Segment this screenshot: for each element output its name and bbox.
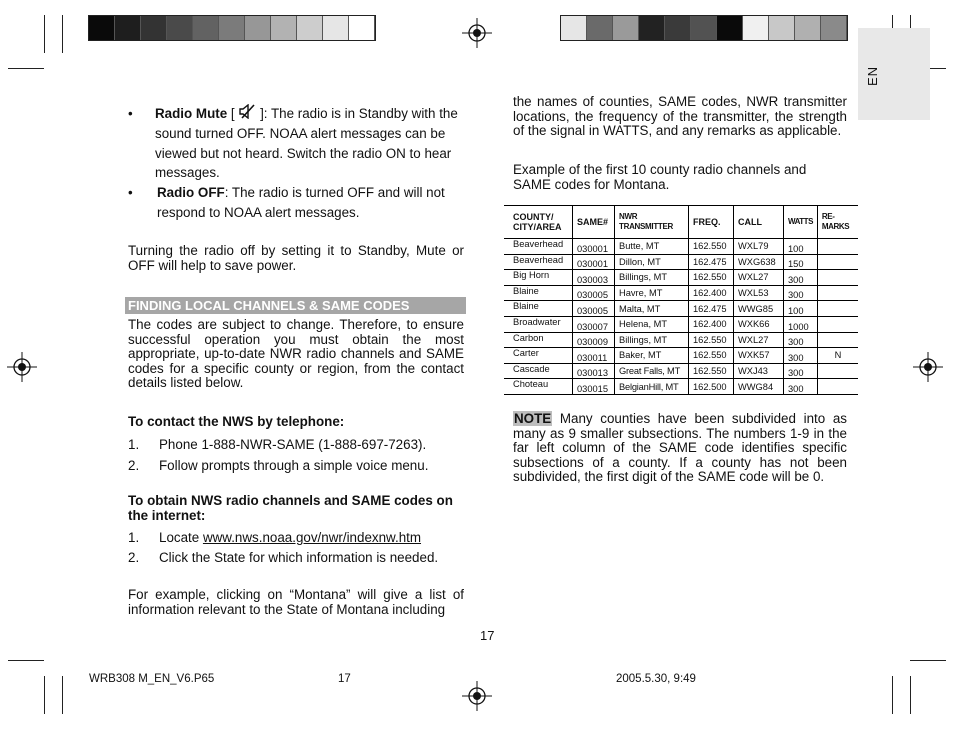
table-row <box>504 254 858 270</box>
table-cell-freq: 162.400 <box>689 316 734 332</box>
bullet-radio-off <box>128 183 468 223</box>
color-bar-left <box>88 15 376 41</box>
color-swatch <box>769 16 795 40</box>
registration-mark-icon <box>462 18 492 48</box>
table-header-row <box>504 206 858 239</box>
list-item: 2. Click the State for which information is needed. <box>128 550 439 565</box>
table-cell-remarks <box>817 254 858 270</box>
table-cell-freq: 162.400 <box>689 285 734 301</box>
footer-page: 17 <box>338 673 351 685</box>
color-swatch <box>297 16 323 40</box>
color-swatch <box>587 16 613 40</box>
example-paragraph: For example, clicking on “Montana” will give a list of information relevant to the State of Montana including <box>128 587 464 617</box>
registration-mark-icon <box>7 352 37 382</box>
internet-steps <box>128 528 464 568</box>
col-header-freq: FREQ. <box>689 206 734 239</box>
table-cell-county: Beaverhead <box>504 254 573 270</box>
nws-website-link[interactable]: www.nws.noaa.gov/nwr/indexnw.htm <box>202 530 422 545</box>
table-cell-watts: 1000 <box>784 316 818 332</box>
note-label: NOTE <box>514 411 552 426</box>
color-swatch <box>613 16 639 40</box>
color-swatch <box>821 16 847 40</box>
color-swatch <box>89 16 115 40</box>
list-item: 1. Phone 1-888-NWR-SAME (1-888-697-7263). <box>128 437 427 452</box>
col-header-call: CALL <box>734 206 784 239</box>
table-cell-transmitter: Butte, MT <box>615 239 689 255</box>
note-paragraph <box>513 412 847 485</box>
color-swatch <box>349 16 375 40</box>
table-row <box>504 332 858 348</box>
color-swatch <box>561 16 587 40</box>
color-swatch <box>167 16 193 40</box>
table-cell-same: 030013 <box>573 363 615 379</box>
table-cell-watts: 300 <box>784 379 818 395</box>
table-cell-remarks <box>817 270 858 286</box>
table-cell-watts: 100 <box>784 301 818 317</box>
page-number: 17 <box>480 628 495 643</box>
table-row <box>504 363 858 379</box>
color-swatch <box>717 16 743 40</box>
table-cell-call: WWG84 <box>734 379 784 395</box>
table-cell-transmitter: Havre, MT <box>615 285 689 301</box>
table-cell-call: WXG638 <box>734 254 784 270</box>
table-cell-call: WXL27 <box>734 332 784 348</box>
table-cell-freq: 162.550 <box>689 270 734 286</box>
color-bar-right <box>560 15 848 41</box>
table-row <box>504 316 858 332</box>
color-swatch <box>271 16 297 40</box>
bullet-text: ]: The radio is in Standby with the sound turned OFF. NOAA alert messages can be viewed but not heard. Switch the radio ON to hear messages. <box>155 106 458 181</box>
bullet-marker: • <box>128 106 133 121</box>
bullet-marker: • <box>128 185 133 200</box>
table-cell-county: Beaverhead <box>504 239 573 255</box>
table-cell-county: Broadwater <box>504 316 573 332</box>
table-cell-same: 030007 <box>573 316 615 332</box>
list-item: 2. Follow prompts through a simple voice menu. <box>128 457 429 473</box>
table-row <box>504 379 858 395</box>
table-cell-freq: 162.550 <box>689 348 734 364</box>
col-header-watts: WATTS <box>784 206 818 239</box>
table-cell-county: Blaine <box>504 285 573 301</box>
color-swatch <box>141 16 167 40</box>
col-header-remarks: RE- MARKS <box>817 206 858 239</box>
table-cell-freq: 162.475 <box>689 301 734 317</box>
table-row <box>504 348 858 364</box>
bullet-radio-mute <box>128 104 468 183</box>
table-cell-transmitter: Helena, MT <box>615 316 689 332</box>
note-text: Many counties have been subdivided into as many as 9 smaller subsections. The numbers 1-9 in the far left column of the SAME code identifies specific subsections of a county. If a county has not been subdivided, the first digit of the SAME code will be 0. <box>513 411 847 485</box>
table-cell-county: Carbon <box>504 332 573 348</box>
table-cell-same: 030015 <box>573 379 615 395</box>
bullet-text: : The radio is turned OFF and will not respond to NOAA alert messages. <box>157 185 445 220</box>
channel-table <box>504 205 858 395</box>
table-cell-county: Choteau <box>504 379 573 395</box>
col-header-county: COUNTY/ CITY/AREA <box>504 206 573 239</box>
bullet-label: Radio Mute <box>155 106 228 121</box>
table-cell-county: Carter <box>504 348 573 364</box>
table-cell-same: 030001 <box>573 254 615 270</box>
table-cell-same: 030011 <box>573 348 615 364</box>
table-cell-county: Blaine <box>504 301 573 317</box>
color-swatch <box>639 16 665 40</box>
list-item: 1. Locate www.nws.noaa.gov/nwr/indexnw.htm <box>128 530 422 545</box>
table-cell-transmitter: Great Falls, MT <box>615 363 689 379</box>
bullet-bracket-open: [ <box>227 106 239 121</box>
phone-heading: To contact the NWS by telephone: <box>128 414 345 429</box>
table-cell-transmitter: BelgianHill, MT <box>615 379 689 395</box>
table-cell-watts: 300 <box>784 348 818 364</box>
table-cell-remarks <box>817 332 858 348</box>
bullet-label: Radio OFF <box>157 185 225 200</box>
speaker-mute-icon <box>238 104 256 119</box>
table-cell-call: WXL53 <box>734 285 784 301</box>
table-cell-call: WXK57 <box>734 348 784 364</box>
table-cell-call: WXJ43 <box>734 363 784 379</box>
table-row <box>504 239 858 255</box>
color-swatch <box>219 16 245 40</box>
table-cell-remarks <box>817 316 858 332</box>
table-cell-freq: 162.500 <box>689 379 734 395</box>
color-swatch <box>665 16 691 40</box>
table-cell-watts: 300 <box>784 363 818 379</box>
table-cell-watts: 300 <box>784 332 818 348</box>
col-header-same: SAME# <box>573 206 615 239</box>
codes-paragraph: The codes are subject to change. Therefore, to ensure successful operation you must obtain the most appropriate, up-to-date NWR radio channels and SAME codes for a specific county or region, from the contact details listed below. <box>128 317 464 391</box>
table-cell-remarks <box>817 379 858 395</box>
table-cell-county: Cascade <box>504 363 573 379</box>
color-swatch <box>743 16 769 40</box>
table-intro-paragraph: Example of the first 10 county radio channels and SAME codes for Montana. <box>513 162 807 192</box>
table-cell-transmitter: Malta, MT <box>615 301 689 317</box>
table-cell-same: 030003 <box>573 270 615 286</box>
table-cell-remarks <box>817 239 858 255</box>
col-header-transmitter: NWR TRANSMITTER <box>615 206 689 239</box>
table-cell-call: WXL79 <box>734 239 784 255</box>
color-swatch <box>245 16 271 40</box>
table-cell-watts: 100 <box>784 239 818 255</box>
table-cell-freq: 162.550 <box>689 332 734 348</box>
continued-paragraph: the names of counties, SAME codes, NWR transmitter locations, the frequency of the transmitter, the strength of the signal in WATTS, and any remarks as applicable. <box>513 94 847 139</box>
table-cell-same: 030009 <box>573 332 615 348</box>
turn-off-paragraph: Turning the radio off by setting it to Standby, Mute or OFF will help to save power. <box>128 243 464 273</box>
table-cell-watts: 150 <box>784 254 818 270</box>
section-heading: FINDING LOCAL CHANNELS & SAME CODES <box>125 297 466 314</box>
table-cell-remarks: N <box>817 348 858 364</box>
table-cell-same: 030005 <box>573 301 615 317</box>
table-cell-call: WWG85 <box>734 301 784 317</box>
language-tab-label: EN <box>865 65 880 86</box>
table-row <box>504 285 858 301</box>
color-swatch <box>795 16 821 40</box>
table-row <box>504 270 858 286</box>
color-swatch <box>691 16 717 40</box>
table-cell-call: WXL27 <box>734 270 784 286</box>
table-cell-transmitter: Dillon, MT <box>615 254 689 270</box>
table-cell-same: 030001 <box>573 239 615 255</box>
footer-timestamp: 2005.5.30, 9:49 <box>616 673 696 685</box>
table-cell-remarks <box>817 363 858 379</box>
table-cell-remarks <box>817 301 858 317</box>
table-cell-freq: 162.550 <box>689 363 734 379</box>
registration-mark-icon <box>462 681 492 711</box>
table-row <box>504 301 858 317</box>
color-swatch <box>115 16 141 40</box>
table-cell-remarks <box>817 285 858 301</box>
footer-filename: WRB308 M_EN_V6.P65 <box>89 673 215 685</box>
table-cell-same: 030005 <box>573 285 615 301</box>
internet-heading: To obtain NWS radio channels and SAME codes on the internet: <box>128 493 453 523</box>
table-cell-freq: 162.475 <box>689 254 734 270</box>
table-cell-watts: 300 <box>784 285 818 301</box>
table-cell-transmitter: Billings, MT <box>615 270 689 286</box>
table-cell-county: Big Horn <box>504 270 573 286</box>
registration-mark-icon <box>913 352 943 382</box>
color-swatch <box>323 16 349 40</box>
color-swatch <box>193 16 219 40</box>
table-cell-call: WXK66 <box>734 316 784 332</box>
table-cell-freq: 162.550 <box>689 239 734 255</box>
phone-steps <box>128 435 464 476</box>
table-cell-transmitter: Baker, MT <box>615 348 689 364</box>
table-cell-transmitter: Billings, MT <box>615 332 689 348</box>
table-cell-watts: 300 <box>784 270 818 286</box>
